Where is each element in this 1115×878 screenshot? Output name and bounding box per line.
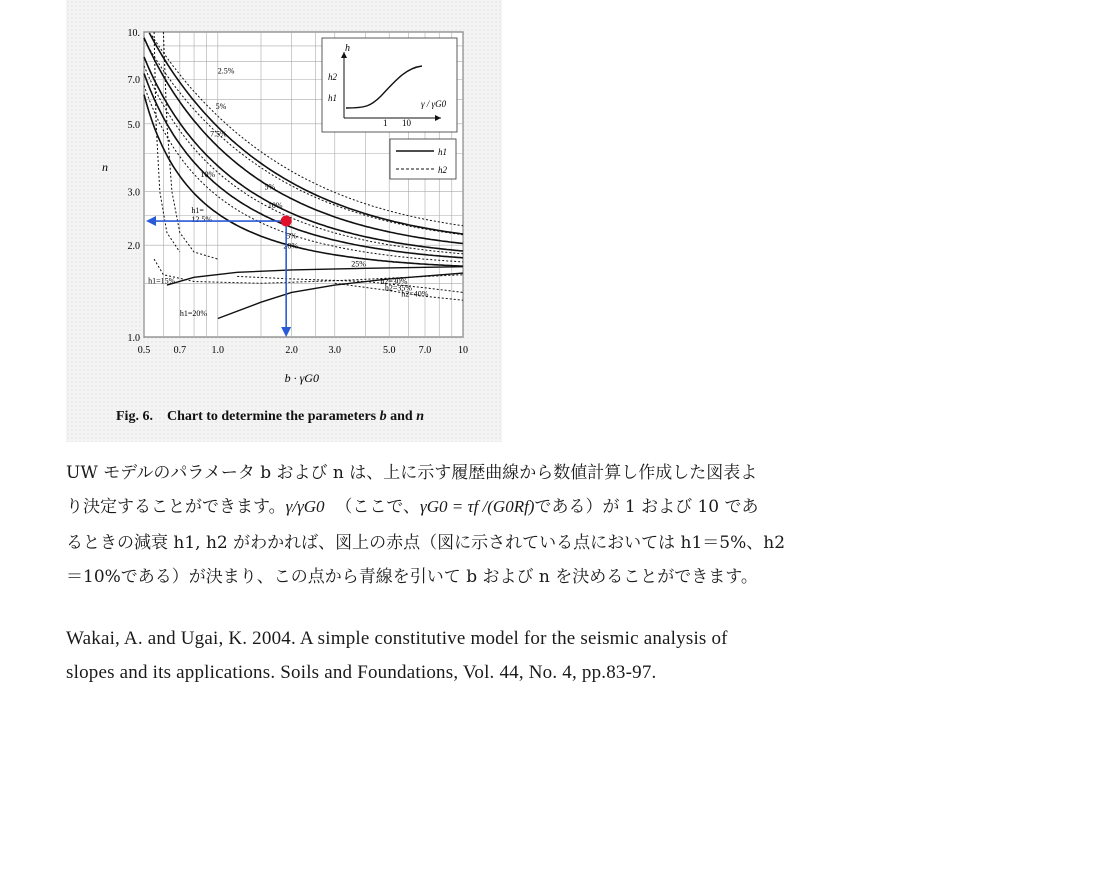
caption-prefix: Fig. 6. (116, 409, 153, 424)
y-tick-label: 10. (127, 28, 140, 39)
x-axis-label: b · γG0 (284, 371, 319, 385)
curve-label: 7.5% (210, 129, 227, 139)
paragraph-line-2b: （ここで、 (335, 497, 421, 517)
red-point (281, 216, 292, 227)
curve-label: 12.5% (191, 215, 213, 225)
curve-label: h2=40% (401, 289, 429, 299)
figure (66, 0, 502, 442)
paragraph-line-3: るときの減衰 h1, h2 がわかれば、図上の赤点（図に示されている点においては h1＝5%、h2 (66, 533, 786, 553)
y-tick-label: 1.0 (127, 333, 140, 344)
inset-h2-label: h2 (328, 72, 337, 82)
curve-label: 5% (286, 231, 297, 241)
inset-x-label: γ / γG0 (421, 99, 447, 109)
parameter-chart (66, 0, 502, 442)
x-tick-label: 2.0 (285, 345, 298, 356)
curve-label: 20% (283, 241, 298, 251)
y-tick-label: 5.0 (127, 119, 140, 131)
curve-label: 10% (267, 200, 283, 210)
inset-x-tick-10: 10 (402, 118, 411, 128)
x-tick-label: 3.0 (328, 345, 342, 356)
y-tick-label: 3.0 (127, 187, 140, 199)
curve-label: h2=30% (380, 277, 408, 287)
curve-label: h2=35% (384, 283, 413, 293)
x-tick-label: 5.0 (382, 345, 396, 356)
reference-line-2: slopes and its applications. Soils and Foundations, Vol. 44, No. 4, pp.83-97. (66, 662, 657, 683)
inset-x-tick-1: 1 (383, 118, 388, 128)
reference-line-1: Wakai, A. and Ugai, K. 2004. A simple constitutive model for the seismic analysis of (66, 628, 728, 649)
caption-text: Chart to determine the parameters (166, 409, 380, 424)
curve-label: 2.5% (217, 66, 235, 76)
inset-h1-label: h1 (328, 93, 337, 103)
curve-label: h1=20% (179, 309, 208, 319)
curve-label: h1= (191, 206, 204, 216)
caption-b: b (379, 409, 387, 424)
chart-legend (390, 139, 456, 179)
x-tick-label: 0.7 (173, 345, 187, 356)
chart-inset (322, 38, 457, 132)
paragraph-line-4: ＝10%である）が決まり、この点から青線を引いて b および n を決めることができます。 (66, 567, 758, 587)
x-tick-label: 10 (458, 345, 468, 356)
curve-label: 5% (215, 101, 227, 111)
x-tick-label: 7.0 (418, 345, 432, 356)
paragraph-line-2a: り決定することができます。 (66, 497, 286, 517)
math-gamma-g0-def: γG0 = τf /(G0Rf) (420, 497, 535, 516)
caption-and: and (386, 409, 417, 424)
paragraph-line-1: UW モデルのパラメータ b および n は、上に示す履歴曲線から数値計算し作成した図表よ (66, 463, 758, 483)
curve-label: 25% (351, 259, 366, 269)
y-tick-label: 2.0 (127, 241, 140, 253)
x-tick-label: 0.5 (137, 345, 151, 356)
figure-caption (116, 409, 496, 425)
x-tick-label: 1.0 (211, 345, 225, 356)
curve-label: h1=15% (148, 276, 176, 286)
paragraph-line-2c: である）が 1 および 10 であ (534, 497, 759, 517)
y-tick-label: 7.0 (127, 75, 140, 87)
legend-h2-label: h2 (438, 165, 447, 175)
curve-label: 10% (200, 169, 216, 179)
y-axis-label: n (102, 160, 108, 175)
curve-label: 5% (264, 182, 276, 192)
math-gamma-ratio: γ/γG0 (285, 497, 325, 516)
paragraph-line-2 (66, 492, 759, 517)
caption-n: n (416, 409, 424, 424)
legend-h1-label: h1 (438, 147, 447, 157)
inset-y-label: h (345, 43, 350, 54)
